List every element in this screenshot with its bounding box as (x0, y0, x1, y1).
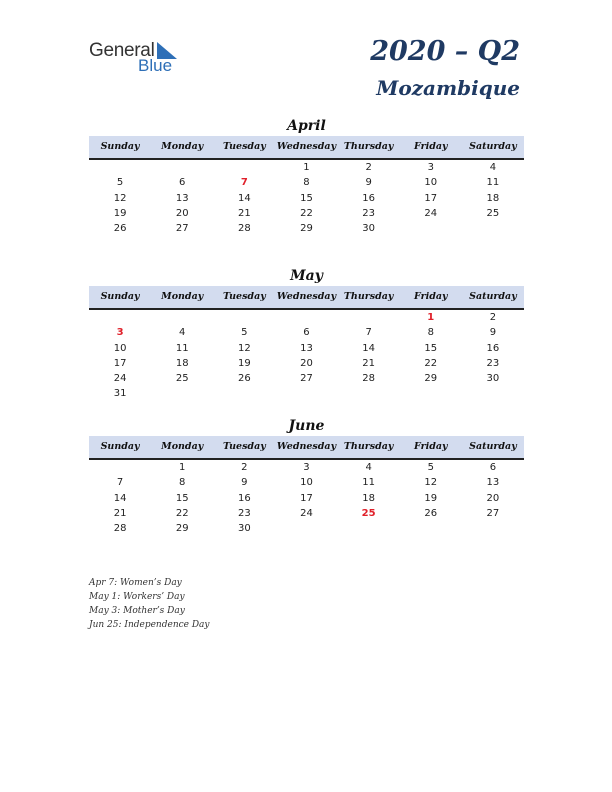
logo-text-blue: Blue (138, 56, 173, 75)
empty-day-cell (400, 521, 462, 536)
day-cell: 14 (362, 342, 375, 354)
day-cell: 28 (237, 223, 251, 235)
day-cell: 4 (179, 327, 186, 339)
day-cell: 6 (303, 327, 310, 339)
day-cell: 26 (113, 223, 127, 235)
day-cell: 10 (424, 177, 438, 189)
day-cell: 13 (486, 477, 500, 489)
day-cell: 31 (113, 388, 127, 400)
day-cell: 5 (116, 177, 124, 189)
week-row (89, 386, 524, 401)
empty-day-cell (151, 386, 213, 401)
empty-day-cell (338, 386, 400, 401)
empty-day-cell (89, 460, 151, 475)
day-cell: 1 (303, 162, 310, 173)
month-name: June (288, 418, 325, 434)
day-cell: 27 (175, 223, 189, 235)
empty-day-cell (151, 160, 213, 175)
day-cell: 19 (237, 357, 251, 369)
month-name: April (287, 118, 326, 134)
day-cell: 9 (489, 327, 497, 339)
day-cell: 19 (424, 492, 438, 504)
day-cell: 12 (424, 477, 438, 489)
day-cell: 12 (237, 342, 251, 354)
week-row (89, 341, 524, 356)
week-row (89, 356, 524, 371)
empty-day-cell (400, 386, 462, 401)
empty-day-cell (338, 310, 400, 325)
weekday-label: Friday (414, 441, 448, 452)
empty-day-cell (151, 310, 213, 325)
weekday-label: Sunday (100, 141, 140, 152)
day-cell: 11 (486, 177, 500, 189)
day-cell: 29 (175, 523, 189, 535)
day-cell: 15 (424, 342, 438, 354)
day-cell: 13 (300, 342, 313, 354)
day-cell: 17 (300, 492, 313, 504)
weekday-label: Sunday (100, 291, 140, 302)
page-title: 2020 – Q2 (370, 36, 520, 67)
day-cell: 3 (427, 162, 434, 173)
day-cell: 7 (116, 477, 124, 489)
week-row (89, 506, 524, 521)
day-cell: 1 (427, 312, 435, 323)
day-cell: 14 (237, 192, 251, 204)
empty-day-cell (462, 386, 524, 401)
day-cell: 21 (113, 507, 127, 519)
month-calendar-april (89, 116, 524, 236)
day-cell: 5 (427, 462, 434, 473)
week-row (89, 521, 524, 536)
day-cell: 30 (362, 223, 375, 235)
country-name: Mozambique (376, 76, 520, 100)
week-row (89, 206, 524, 221)
day-cell: 20 (300, 357, 313, 369)
day-cell: 16 (362, 192, 375, 204)
day-cell: 11 (362, 477, 375, 489)
day-cell: 22 (424, 357, 438, 369)
brand-logo (89, 40, 189, 76)
day-cell: 24 (300, 507, 313, 519)
logo-text-general: General (89, 40, 155, 61)
day-cell: 8 (179, 477, 186, 489)
day-cell: 4 (489, 162, 497, 173)
day-cell: 25 (486, 207, 500, 219)
day-cell: 4 (365, 462, 372, 473)
empty-day-cell (462, 221, 524, 236)
day-cell: 2 (365, 162, 372, 173)
week-row (89, 191, 524, 206)
empty-day-cell (213, 386, 275, 401)
day-cell: 23 (237, 507, 251, 519)
week-row (89, 325, 524, 340)
day-cell: 11 (175, 342, 189, 354)
week-row (89, 475, 524, 490)
empty-day-cell (275, 386, 337, 401)
day-cell: 30 (237, 523, 251, 535)
weekday-label: Wednesday (276, 291, 337, 302)
week-row (89, 371, 524, 386)
day-cell: 3 (116, 327, 124, 339)
week-row (89, 221, 524, 236)
day-cell: 23 (362, 207, 375, 219)
day-cell: 28 (113, 523, 127, 535)
weekday-label: Monday (161, 441, 204, 452)
empty-day-cell (89, 160, 151, 175)
holiday-note: May 3: Mother’s Day (89, 606, 185, 616)
day-cell: 6 (489, 462, 497, 473)
day-cell: 28 (362, 373, 375, 385)
weekday-label: Thursday (343, 441, 394, 452)
weekday-label: Saturday (469, 141, 517, 152)
month-name: May (290, 268, 323, 284)
day-cell: 29 (300, 223, 313, 235)
day-cell: 6 (179, 177, 186, 189)
weekday-header-row (89, 136, 524, 160)
weekday-label: Tuesday (222, 141, 266, 152)
day-cell: 5 (241, 327, 248, 339)
day-cell: 13 (175, 192, 189, 204)
weekday-label: Saturday (469, 291, 517, 302)
day-cell: 27 (486, 507, 500, 519)
day-cell: 21 (362, 357, 375, 369)
day-cell: 17 (113, 357, 127, 369)
weekday-label: Friday (414, 291, 448, 302)
empty-day-cell (462, 521, 524, 536)
day-cell: 8 (427, 327, 434, 339)
day-cell: 25 (361, 507, 376, 519)
day-cell: 30 (486, 373, 500, 385)
day-cell: 19 (113, 207, 127, 219)
day-cell: 8 (303, 177, 310, 189)
week-row (89, 491, 524, 506)
day-cell: 23 (486, 357, 500, 369)
day-cell: 2 (489, 312, 497, 323)
day-cell: 24 (113, 373, 127, 385)
day-cell: 7 (240, 177, 248, 189)
week-row (89, 175, 524, 190)
day-cell: 25 (175, 373, 189, 385)
week-row (89, 310, 524, 325)
empty-day-cell (213, 310, 275, 325)
weekday-header-row (89, 436, 524, 460)
weekday-header-row (89, 286, 524, 310)
day-cell: 14 (113, 492, 127, 504)
weekday-label: Tuesday (222, 441, 266, 452)
empty-day-cell (400, 221, 462, 236)
day-cell: 15 (175, 492, 189, 504)
month-calendar-may (89, 266, 524, 402)
weekday-label: Friday (414, 141, 448, 152)
day-cell: 21 (237, 207, 251, 219)
day-cell: 9 (365, 177, 372, 189)
weekday-label: Tuesday (222, 291, 266, 302)
week-row (89, 160, 524, 175)
day-cell: 22 (175, 507, 189, 519)
weekday-label: Sunday (100, 441, 140, 452)
empty-day-cell (338, 521, 400, 536)
day-cell: 16 (486, 342, 500, 354)
weekday-label: Thursday (343, 291, 394, 302)
day-cell: 26 (424, 507, 438, 519)
day-cell: 2 (241, 462, 248, 473)
day-cell: 3 (303, 462, 310, 473)
empty-day-cell (275, 310, 337, 325)
empty-day-cell (89, 310, 151, 325)
day-cell: 24 (424, 207, 438, 219)
weekday-label: Thursday (343, 141, 394, 152)
month-calendar-june (89, 416, 524, 536)
day-cell: 26 (237, 373, 251, 385)
weekday-label: Saturday (469, 441, 517, 452)
day-cell: 22 (300, 207, 313, 219)
day-cell: 18 (175, 357, 189, 369)
empty-day-cell (275, 521, 337, 536)
weekday-label: Wednesday (276, 141, 337, 152)
weekday-label: Monday (161, 141, 204, 152)
holiday-note: Apr 7: Women’s Day (89, 578, 182, 588)
day-cell: 1 (179, 462, 186, 473)
day-cell: 20 (486, 492, 500, 504)
empty-day-cell (213, 160, 275, 175)
day-cell: 12 (113, 192, 127, 204)
weekday-label: Monday (161, 291, 204, 302)
day-cell: 16 (237, 492, 251, 504)
holiday-note: May 1: Workers’ Day (89, 592, 185, 602)
day-cell: 18 (486, 192, 500, 204)
day-cell: 17 (424, 192, 438, 204)
day-cell: 29 (424, 373, 438, 385)
holiday-note: Jun 25: Independence Day (89, 620, 210, 630)
day-cell: 10 (300, 477, 313, 489)
day-cell: 7 (365, 327, 372, 339)
day-cell: 27 (300, 373, 313, 385)
day-cell: 10 (113, 342, 127, 354)
holiday-notes (89, 576, 210, 632)
week-row (89, 460, 524, 475)
day-cell: 18 (362, 492, 375, 504)
day-cell: 9 (241, 477, 248, 489)
day-cell: 15 (300, 192, 313, 204)
day-cell: 20 (175, 207, 189, 219)
weekday-label: Wednesday (276, 441, 337, 452)
